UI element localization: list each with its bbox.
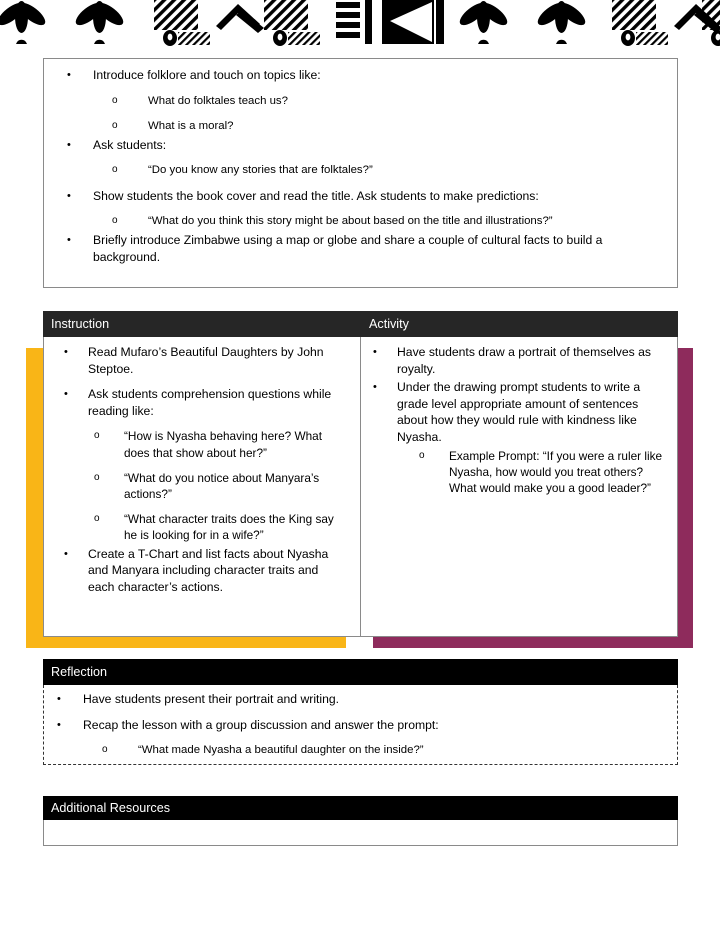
list-item-text: Ask students comprehension questions while reading like: xyxy=(88,387,332,418)
sub-bullet-marker: o xyxy=(112,94,118,106)
list-item xyxy=(54,232,667,265)
bullet-marker: • xyxy=(57,693,61,705)
reflection-bullet-list xyxy=(44,691,669,758)
bullet-marker: • xyxy=(373,346,377,358)
list-item xyxy=(44,742,669,758)
bullet-marker: • xyxy=(57,718,61,731)
additional-resources-header: Additional Resources xyxy=(43,796,678,820)
list-item xyxy=(54,93,667,109)
bullet-marker: • xyxy=(67,189,71,202)
list-item xyxy=(361,379,669,445)
column-header-activity: Activity xyxy=(360,311,678,337)
list-item-text: Recap the lesson with a group discussion and answer the prompt: xyxy=(83,717,439,732)
table-header-row xyxy=(43,311,678,337)
list-item xyxy=(54,137,667,154)
list-item-text: Ask students: xyxy=(93,137,167,152)
instruction-activity-table xyxy=(43,311,678,637)
list-item-text: Have students draw a portrait of themselves as royalty. xyxy=(397,345,652,376)
list-item-text: What do folktales teach us? xyxy=(148,94,288,107)
list-item xyxy=(44,386,352,419)
list-item xyxy=(54,67,667,84)
sub-bullet-marker: o xyxy=(419,449,425,461)
sub-bullet-marker: o xyxy=(94,471,100,483)
list-item-text: “What do you notice about Manyara’s actions?” xyxy=(124,470,320,501)
list-item-text: “Do you know any stories that are folktales?” xyxy=(148,164,373,177)
motif-ladder-1 xyxy=(336,0,372,44)
header-pattern-svg xyxy=(0,0,720,46)
bullet-marker: • xyxy=(67,234,71,247)
reflection-section-header: Reflection xyxy=(43,659,678,685)
column-header-instruction: Instruction xyxy=(51,317,110,331)
list-item xyxy=(54,118,667,134)
additional-resources-body xyxy=(43,820,678,846)
list-item xyxy=(54,162,667,178)
list-item xyxy=(44,428,352,460)
list-item-text: Show students the book cover and read the title. Ask students to make predictions: xyxy=(93,188,539,203)
bullet-marker: • xyxy=(373,381,377,394)
list-item xyxy=(44,511,352,543)
sub-bullet-marker: o xyxy=(112,215,118,227)
activity-bullet-list xyxy=(361,344,669,496)
list-item-text: “How is Nyasha behaving here? What does that show about her?” xyxy=(124,429,323,460)
list-item xyxy=(54,213,667,229)
list-item-text: Create a T-Chart and list facts about Nyasha and Manyara including character traits and each character’s actions. xyxy=(88,546,329,594)
sub-bullet-marker: o xyxy=(112,119,118,131)
decorative-header-band xyxy=(0,0,720,46)
list-item xyxy=(44,470,352,502)
list-item-text: Have students present their portrait and writing. xyxy=(83,692,340,706)
list-item-text: Under the drawing prompt students to write a grade level appropriate amount of sentences about how they would rule with kindness like Nyasha. xyxy=(397,380,641,444)
list-item xyxy=(54,188,667,205)
list-item xyxy=(44,344,352,377)
bullet-marker: • xyxy=(67,69,71,81)
bullet-marker: • xyxy=(64,346,68,358)
cell-instruction xyxy=(44,337,360,636)
bullet-marker: • xyxy=(67,138,71,151)
list-item-text: What is a moral? xyxy=(148,119,234,132)
list-item xyxy=(44,546,352,596)
table-body-row xyxy=(43,337,678,637)
sub-bullet-marker: o xyxy=(94,430,100,442)
sub-bullet-marker: o xyxy=(112,164,118,176)
list-item-text: “What do you think this story might be about based on the title and illustrations?” xyxy=(148,215,553,228)
list-item-text: Example Prompt: “If you were a ruler like Nyasha, how would you treat others? What would make you a good leader?” xyxy=(449,448,663,495)
list-item-text: Read Mufaro’s Beautiful Daughters by John Steptoe. xyxy=(88,345,324,376)
list-item xyxy=(361,344,669,377)
list-item-text: “What character traits does the King say he is looking for in a wife?” xyxy=(124,512,334,543)
list-item xyxy=(44,691,669,708)
list-item-text: Briefly introduce Zimbabwe using a map or globe and share a couple of cultural facts to build a background. xyxy=(93,233,603,264)
list-item xyxy=(361,448,669,497)
bullet-marker: • xyxy=(64,388,68,401)
instruction-bullet-list xyxy=(44,344,352,595)
list-item xyxy=(44,717,669,734)
intro-instructions-box xyxy=(43,58,678,288)
sub-bullet-marker: o xyxy=(94,513,100,525)
reflection-section-body xyxy=(43,685,678,765)
cell-activity xyxy=(360,337,677,636)
list-item-text: “What made Nyasha a beautiful daughter on the inside?” xyxy=(138,744,424,756)
intro-bullet-list xyxy=(54,67,667,265)
bullet-marker: • xyxy=(64,547,68,560)
list-item-text: Introduce folklore and touch on topics like: xyxy=(93,68,321,82)
sub-bullet-marker: o xyxy=(102,744,108,755)
